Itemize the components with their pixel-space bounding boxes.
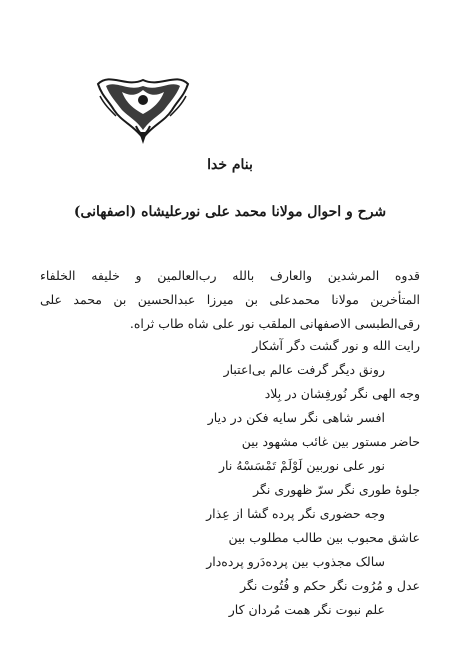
crest-emblem xyxy=(92,66,194,146)
verse-line: سالک مجذوب بین پرده‌دَرو پرده‌دار xyxy=(206,554,385,569)
verse-line: وجه الهی نگر نُورفِشان در بِلاد xyxy=(264,386,420,401)
prose-line: رقی‌الطبسی الاصفهانی الملقب نور علی شاه طاب ثراه. xyxy=(129,316,420,331)
verse-line: افسر شاهی نگر سایه فکن در دیار xyxy=(207,410,385,425)
verse-line: نور علی نوربین لَوْلَمْ تَمْسَسْهُ نار xyxy=(218,458,385,473)
verse-line: عدل و مُرُوت نگر حکم و فُتُوت نگر xyxy=(240,578,420,593)
document-title: شرح و احوال مولانا محمد علی نورعلیشاه (اصفهانی) xyxy=(73,204,387,220)
verse-line: جلوهٔ طوری نگر سرّ ظهوری نگر xyxy=(253,482,420,497)
prose-line: المتأخرین مولانا محمدعلی بن میرزا عبدالحسین بن محمد علی xyxy=(40,292,420,307)
bismillah-heading: بنام خدا xyxy=(207,157,253,173)
verse-line: رایت الله و نور گشت دگر آشکار xyxy=(252,338,420,353)
verse-line: حاضر مستور بین غائب مشهود بین xyxy=(241,434,420,449)
verse-line: وجه حضوری نگر پرده گشا از عِذار xyxy=(206,506,385,521)
crest-icon xyxy=(92,66,194,146)
prose-line: قدوه المرشدین والعارف بالله رب‌العالمین و خلیفه الخلفاء xyxy=(40,268,420,283)
verse-line: عاشق محبوب بین طالب مطلوب بین xyxy=(228,530,420,545)
verse-line: رونق دیگر گرفت عالم بی‌اعتبار xyxy=(223,362,385,377)
verse-line: علم نبوت نگر همت مُردان کار xyxy=(228,602,385,617)
